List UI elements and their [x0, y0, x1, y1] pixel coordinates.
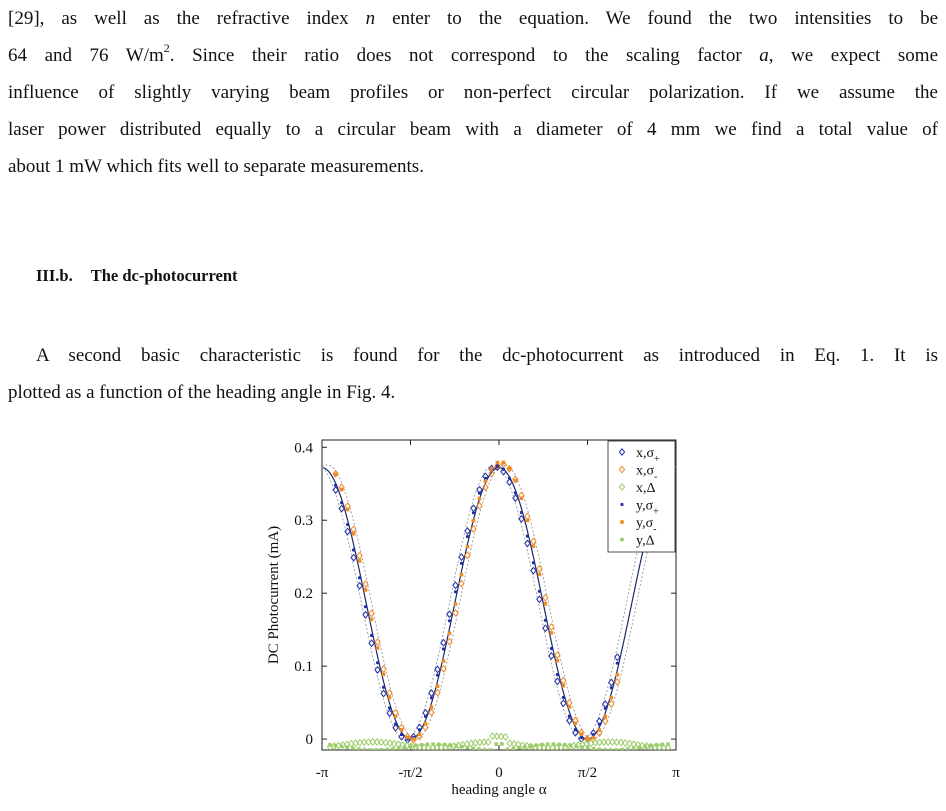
x-tick-label: π/2 — [577, 765, 598, 781]
data-point — [370, 618, 374, 622]
data-point — [454, 744, 458, 748]
data-point — [592, 733, 595, 736]
data-point — [478, 492, 481, 495]
data-point — [352, 548, 355, 551]
data-point — [649, 744, 653, 748]
data-point — [471, 747, 475, 751]
data-point — [430, 705, 434, 709]
legend-label: $x,\sigma_+$ — [636, 446, 660, 465]
data-point — [364, 588, 368, 592]
data-point — [562, 684, 566, 688]
data-point — [442, 647, 445, 650]
data-point — [403, 745, 407, 749]
data-point — [489, 748, 493, 752]
data-point — [363, 748, 367, 752]
data-point — [597, 748, 601, 752]
data-point — [448, 632, 452, 636]
legend-subscript: + — [653, 506, 659, 518]
data-point — [459, 554, 464, 560]
data-point — [569, 744, 573, 748]
figure-dc-photocurrent — [248, 430, 688, 811]
data-point — [616, 673, 620, 677]
data-point — [620, 748, 624, 752]
data-point — [550, 647, 553, 650]
data-point — [526, 535, 529, 538]
data-point — [514, 491, 517, 494]
data-point — [660, 743, 664, 747]
data-point — [397, 746, 401, 750]
data-point — [442, 659, 446, 663]
data-point — [376, 646, 380, 650]
data-point — [502, 467, 505, 470]
data-point — [340, 488, 344, 492]
paragraph-dc-photocurrent — [8, 337, 938, 411]
data-point — [414, 744, 418, 748]
data-point — [345, 745, 349, 749]
data-point — [532, 544, 536, 548]
legend-subscript: + — [654, 454, 660, 465]
data-point — [424, 722, 428, 726]
data-point — [374, 748, 378, 752]
data-point — [580, 745, 584, 749]
data-point — [454, 602, 458, 606]
data-point — [385, 748, 389, 752]
data-point — [388, 706, 391, 709]
data-point — [586, 746, 590, 750]
data-point — [364, 605, 367, 608]
data-point — [472, 511, 475, 514]
data-point — [387, 710, 392, 716]
data-point — [418, 733, 422, 737]
data-point — [490, 467, 494, 471]
data-point — [580, 732, 584, 736]
legend-marker — [620, 538, 624, 542]
legend-subscript: - — [654, 471, 658, 483]
legend-label: x,Δ — [636, 481, 656, 496]
data-point — [529, 744, 533, 748]
data-point — [632, 746, 636, 750]
data-point — [448, 743, 452, 747]
data-point — [580, 736, 583, 739]
data-point — [609, 748, 613, 752]
data-point — [381, 690, 386, 696]
text-line: about 1 mW which fits well to separate measurements. — [8, 156, 424, 177]
data-point — [598, 723, 601, 726]
data-point — [555, 678, 560, 684]
data-point — [494, 742, 498, 746]
data-point — [512, 747, 516, 751]
data-point — [544, 602, 548, 606]
data-point — [368, 748, 372, 752]
data-point — [508, 477, 511, 480]
x-tick-label: -π — [315, 765, 329, 781]
data-point — [454, 590, 457, 593]
text-line: plotted as a function of the heading angle in Fig. 4. — [8, 382, 396, 403]
y-tick-label: 0.1 — [294, 659, 313, 676]
x-tick-label: 0 — [495, 765, 503, 781]
data-point — [472, 519, 476, 523]
legend-subscript: - — [653, 524, 657, 535]
data-point — [666, 742, 670, 746]
data-point — [465, 528, 470, 534]
data-point — [334, 484, 337, 487]
data-point — [400, 733, 403, 736]
data-point — [394, 715, 398, 719]
data-point — [514, 479, 518, 483]
data-point — [615, 748, 619, 752]
data-point — [562, 696, 565, 699]
data-point — [418, 728, 421, 731]
legend-marker — [620, 503, 623, 506]
text-line: influence of slightly varying beam profiles or non-perfect circular polarization. If we assume the — [8, 82, 938, 103]
legend-label: $y,\sigma_-$ — [636, 516, 657, 535]
data-point — [436, 684, 440, 688]
data-point — [496, 464, 499, 467]
data-point — [538, 573, 542, 577]
data-point — [616, 662, 619, 665]
data-point — [586, 737, 590, 741]
data-point — [358, 576, 361, 579]
data-point — [466, 545, 470, 549]
data-point — [643, 745, 647, 749]
data-point — [556, 673, 559, 676]
data-point — [523, 745, 527, 749]
data-point — [502, 461, 506, 465]
data-point — [561, 700, 566, 706]
data-point — [540, 743, 544, 747]
data-point — [334, 744, 338, 748]
data-point — [430, 696, 433, 699]
data-point — [638, 746, 642, 750]
data-point — [408, 745, 412, 749]
data-point — [604, 707, 607, 710]
data-point — [340, 501, 343, 504]
data-point — [431, 742, 435, 746]
text-line: [29], as well as the refractive index n enter to the equation. We found the two intensities to be — [8, 8, 939, 29]
data-point — [592, 736, 596, 740]
data-point — [544, 619, 547, 622]
data-point — [437, 742, 441, 746]
data-point — [552, 742, 556, 746]
series-1 — [333, 461, 620, 743]
data-point — [557, 743, 561, 747]
legend-label: $y,\sigma_+$ — [636, 498, 659, 518]
data-point — [604, 715, 608, 719]
data-point — [466, 535, 469, 538]
data-point — [453, 582, 458, 588]
data-point — [443, 743, 447, 747]
legend — [608, 441, 675, 552]
data-point — [478, 497, 482, 501]
series-4 — [334, 461, 619, 741]
data-point — [500, 742, 504, 746]
data-point — [538, 590, 541, 593]
data-point — [460, 562, 463, 565]
data-point — [351, 746, 355, 750]
legend-label: $x,\sigma_-$ — [636, 463, 658, 483]
data-point — [382, 686, 385, 689]
data-point — [484, 479, 488, 483]
data-point — [412, 737, 416, 741]
data-point — [526, 519, 530, 523]
y-tick-label: 0.3 — [294, 513, 313, 530]
data-point — [448, 619, 451, 622]
text-line: laser power distributed equally to a circular beam with a diameter of 4 mm we find a total value of — [8, 119, 938, 140]
data-point — [546, 742, 550, 746]
x-axis-label: heading angle α — [451, 782, 547, 798]
data-point — [520, 511, 523, 514]
data-point — [380, 748, 384, 752]
paragraph-intensities — [8, 0, 938, 185]
data-point — [598, 728, 602, 732]
section-title: The dc-photocurrent — [90, 266, 238, 285]
data-point — [388, 696, 392, 700]
x-tick-label: π — [672, 765, 680, 781]
y-tick-label: 0.4 — [294, 440, 313, 457]
data-point — [424, 715, 427, 718]
data-point — [375, 667, 380, 673]
section-number: III.b. — [36, 266, 73, 285]
data-point — [574, 728, 577, 731]
data-point — [556, 659, 560, 663]
data-point — [563, 743, 567, 747]
data-point — [400, 728, 404, 732]
y-axis-label: DC Photocurrent (mA) — [266, 525, 282, 665]
data-point — [568, 705, 572, 709]
data-point — [483, 748, 487, 752]
text-line: A second basic characteristic is found for the dc-photocurrent as introduced in Eq. 1. It is — [36, 345, 938, 366]
data-point — [328, 743, 332, 747]
data-point — [575, 744, 579, 748]
data-point — [610, 696, 614, 700]
section-heading — [36, 266, 238, 286]
data-point — [382, 673, 386, 677]
text-line: 64 and 76 $W/m^2$. Since their ratio does not correspond to the scaling factor a, we expect some — [8, 40, 938, 66]
data-point — [517, 746, 521, 750]
data-point — [655, 743, 659, 747]
data-point — [471, 505, 476, 511]
data-point — [460, 573, 464, 577]
x-tick-label: -π/2 — [398, 765, 423, 781]
legend-marker — [620, 520, 624, 524]
data-point — [426, 743, 430, 747]
legend-label: y,Δ — [636, 533, 655, 549]
data-point — [496, 461, 500, 465]
data-point — [615, 654, 620, 660]
data-point — [346, 508, 350, 512]
data-point — [352, 532, 356, 536]
data-point — [466, 746, 470, 750]
data-point — [574, 722, 578, 726]
data-point — [358, 559, 362, 563]
data-point — [508, 467, 512, 471]
data-point — [520, 496, 524, 500]
data-point — [460, 745, 464, 749]
data-point — [420, 743, 424, 747]
data-point — [436, 673, 439, 676]
data-point — [534, 743, 538, 747]
data-point — [610, 686, 613, 689]
data-point — [394, 722, 397, 725]
data-point — [550, 631, 554, 635]
data-point — [406, 736, 410, 740]
data-point — [370, 634, 373, 637]
y-tick-label: 0 — [305, 732, 313, 749]
data-point — [346, 523, 349, 526]
y-tick-label: 0.2 — [294, 586, 313, 603]
data-point — [334, 473, 338, 477]
data-point — [568, 715, 571, 718]
data-point — [532, 561, 535, 564]
data-point — [603, 748, 607, 752]
data-point — [340, 745, 344, 749]
data-point — [376, 661, 379, 664]
